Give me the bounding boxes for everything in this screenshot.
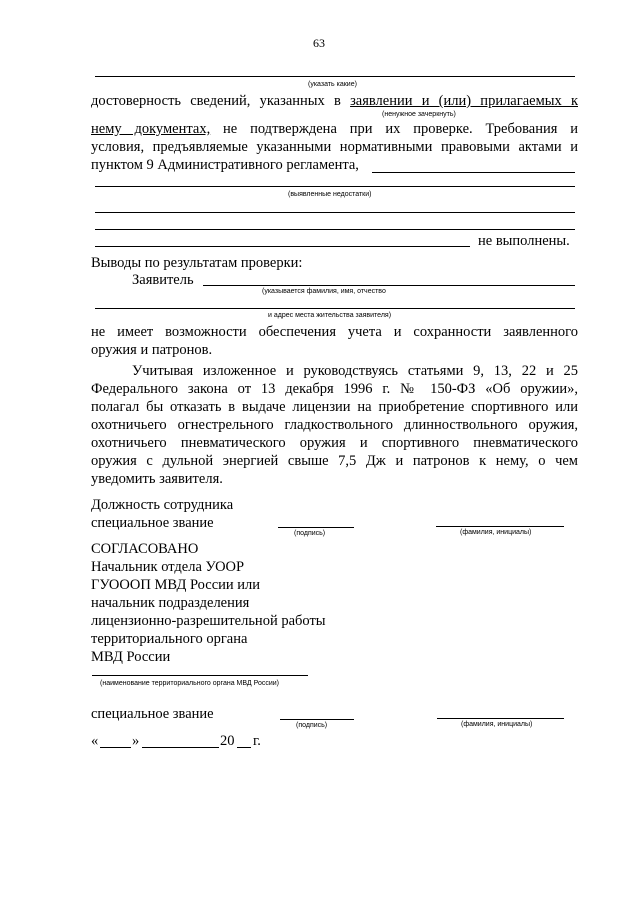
caption-unnecessary: (ненужное зачеркнуть) (382, 111, 456, 118)
applicant-label: Заявитель (132, 272, 194, 288)
caption-signature: (подпись) (296, 722, 328, 729)
blank-line (372, 172, 575, 173)
blank-line (95, 308, 575, 309)
position-label: Должность сотрудника (91, 497, 234, 513)
blank-line (203, 285, 575, 286)
org-line (92, 675, 308, 676)
paragraph-line: оружия с дульной энергией свыше 7,5 Дж и патронов к нему, о чем (91, 453, 578, 469)
paragraph-line: полагал бы отказать в выдаче лицензии на приобретение спортивного или (91, 399, 578, 415)
approval-line: лицензионно-разрешительной работы (91, 613, 326, 629)
date-open-quote: « (91, 733, 99, 749)
approval-line: Начальник отдела УООР (91, 559, 245, 575)
caption-specify: (указать какие) (308, 81, 357, 88)
paragraph-line: оружия и патронов. (91, 342, 213, 358)
text-fragment: не подтверждена при их проверке. Требования и (210, 121, 579, 137)
paragraph-line: пунктом 9 Административного регламента, (91, 157, 359, 173)
page-number: 63 (313, 36, 325, 50)
underlined-text: заявлении и (или) прилагаемых к (350, 93, 578, 109)
signature-line (278, 527, 354, 528)
blank-line (95, 229, 575, 230)
caption-org: (наименование территориального органа МВД России) (100, 680, 279, 687)
caption-name: (фамилия, инициалы) (461, 721, 533, 728)
caption-deficiencies: (выявленные недостатки) (288, 191, 372, 198)
approval-line: СОГЛАСОВАНО (91, 541, 199, 557)
paragraph-line: не имеет возможности обеспечения учета и сохранности заявленного (91, 324, 578, 340)
date-month-line (142, 747, 219, 748)
paragraph-line: Федерального закона от 13 декабря 1996 г. № 150-ФЗ «Об оружии», (91, 381, 578, 397)
rank-label: специальное звание (91, 706, 214, 722)
date-close-quote: » (132, 733, 140, 749)
paragraph-line (91, 92, 578, 110)
conclusions-heading: Выводы по результатам проверки: (91, 255, 303, 271)
paragraph-line: охотничьего пневматического оружия и спортивного пневматического (91, 435, 578, 451)
blank-line (95, 246, 470, 247)
name-line (436, 526, 564, 527)
blank-line (95, 212, 575, 213)
name-line (437, 718, 564, 719)
caption-name: (фамилия, инициалы) (460, 529, 532, 536)
text-fragment: достоверность сведений, указанных в (91, 93, 351, 109)
blank-line (95, 186, 575, 187)
rank-label: специальное звание (91, 515, 214, 531)
caption-fio: (указывается фамилия, имя, отчество (262, 288, 386, 295)
signature-line (280, 719, 354, 720)
date-day-line (100, 747, 131, 748)
approval-line: МВД России (91, 649, 171, 665)
date-year-prefix: 20 (220, 733, 235, 749)
approval-line: территориального органа (91, 631, 248, 647)
caption-address: и адрес места жительства заявителя) (268, 312, 392, 319)
not-fulfilled-text: не выполнены. (478, 233, 570, 249)
approval-line: начальник подразделения (91, 595, 250, 611)
date-year-suffix: г. (253, 733, 261, 749)
caption-signature: (подпись) (294, 530, 326, 537)
paragraph-line (91, 120, 578, 138)
approval-line: ГУОООП МВД России или (91, 577, 261, 593)
paragraph-line: условия, предъявляемые указанными нормативными правовыми актами и (91, 139, 578, 155)
blank-line (95, 76, 575, 77)
paragraph-line: уведомить заявителя. (91, 471, 223, 487)
paragraph-line: Учитывая изложенное и руководствуясь статьями 9, 13, 22 и 25 (132, 363, 578, 379)
underlined-text: нему документах, (91, 121, 211, 137)
date-year-line (237, 747, 251, 748)
paragraph-line: охотничьего огнестрельного гладкоствольного длинноствольного оружия, (91, 417, 578, 433)
